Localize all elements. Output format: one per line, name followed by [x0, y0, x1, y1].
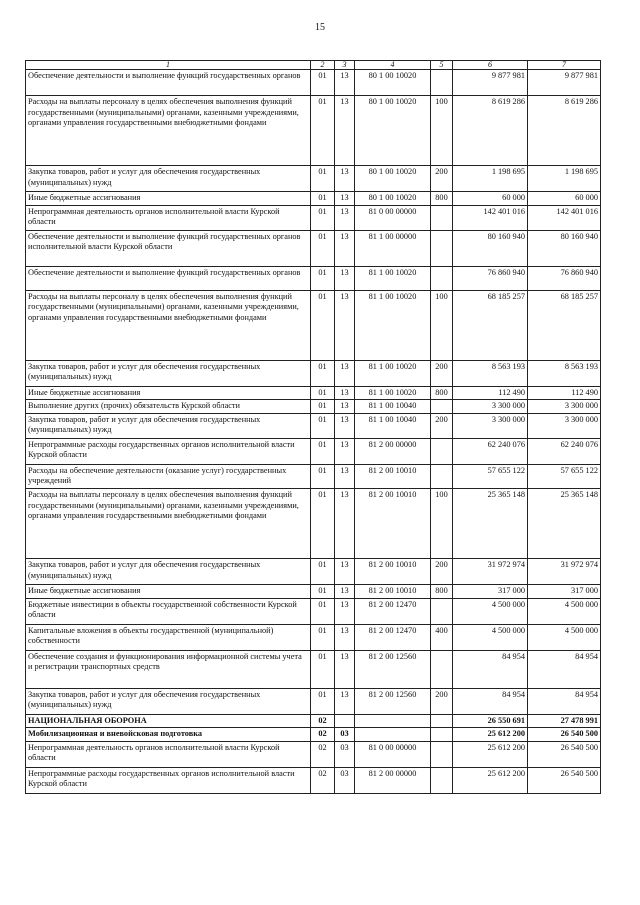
item-name: Непрограммная деятельность органов исполнительной власти Курской области	[26, 205, 311, 230]
target-article-code: 81 1 00 10040	[355, 413, 431, 438]
subsection-code: 03	[335, 741, 355, 767]
amount-year-1: 62 240 076	[453, 438, 528, 464]
amount-year-1: 112 490	[453, 386, 528, 400]
section-code: 01	[311, 650, 335, 688]
amount-year-2: 76 860 940	[528, 266, 601, 290]
target-article-code: 81 2 00 10010	[355, 558, 431, 584]
table-row	[26, 96, 601, 166]
amount-year-2: 25 365 148	[528, 488, 601, 558]
amount-year-2: 8 563 193	[528, 360, 601, 386]
header-cell: 4	[355, 61, 431, 70]
table-row	[26, 166, 601, 192]
expense-type-code: 200	[431, 166, 453, 192]
amount-year-2: 8 619 286	[528, 96, 601, 166]
target-article-code: 81 1 00 10020	[355, 386, 431, 400]
target-article-code: 80 1 00 10020	[355, 192, 431, 206]
table-row	[26, 360, 601, 386]
header-cell: 5	[431, 61, 453, 70]
amount-year-2: 84 954	[528, 650, 601, 688]
subsection-code: 13	[335, 650, 355, 688]
amount-year-1: 80 160 940	[453, 230, 528, 266]
section-code: 01	[311, 400, 335, 414]
amount-year-2: 4 500 000	[528, 624, 601, 650]
item-name: Иные бюджетные ассигнования	[26, 386, 311, 400]
table-row	[26, 728, 601, 742]
section-code: 01	[311, 598, 335, 624]
amount-year-2: 57 655 122	[528, 464, 601, 488]
expense-type-code	[431, 598, 453, 624]
target-article-code	[355, 728, 431, 742]
section-code: 01	[311, 205, 335, 230]
section-code: 01	[311, 438, 335, 464]
target-article-code: 81 1 00 10020	[355, 360, 431, 386]
amount-year-1: 8 563 193	[453, 360, 528, 386]
amount-year-1: 25 612 200	[453, 741, 528, 767]
amount-year-2: 142 401 016	[528, 205, 601, 230]
item-name: Закупка товаров, работ и услуг для обеспечения государственных (муниципальных) нужд	[26, 413, 311, 438]
section-code: 01	[311, 464, 335, 488]
table-row	[26, 438, 601, 464]
item-name: Расходы на выплаты персоналу в целях обеспечения выполнения функций государственными (муниципальными) органами, казенными учреждениями, органами управления государственными внебюджетными фондами	[26, 488, 311, 558]
item-name: Закупка товаров, работ и услуг для обеспечения государственных (муниципальных) нужд	[26, 360, 311, 386]
amount-year-2: 9 877 981	[528, 70, 601, 96]
target-article-code: 81 1 00 10020	[355, 290, 431, 360]
section-code: 01	[311, 624, 335, 650]
subsection-code: 13	[335, 688, 355, 714]
amount-year-1: 4 500 000	[453, 598, 528, 624]
amount-year-1: 60 000	[453, 192, 528, 206]
target-article-code: 81 1 00 10040	[355, 400, 431, 414]
table-row	[26, 192, 601, 206]
table-row	[26, 584, 601, 598]
amount-year-1: 317 000	[453, 584, 528, 598]
expense-type-code	[431, 205, 453, 230]
section-code: 01	[311, 488, 335, 558]
amount-year-1: 142 401 016	[453, 205, 528, 230]
subsection-code: 13	[335, 192, 355, 206]
subsection-code: 13	[335, 360, 355, 386]
amount-year-1: 3 300 000	[453, 413, 528, 438]
target-article-code: 81 2 00 10010	[355, 488, 431, 558]
amount-year-2: 84 954	[528, 688, 601, 714]
item-name: Иные бюджетные ассигнования	[26, 192, 311, 206]
table-row	[26, 714, 601, 728]
item-name: Капитальные вложения в объекты государственной (муниципальной) собственности	[26, 624, 311, 650]
expense-type-code: 800	[431, 192, 453, 206]
subsection-code: 13	[335, 205, 355, 230]
item-name: Обеспечение деятельности и выполнение функций государственных органов	[26, 266, 311, 290]
section-code: 02	[311, 741, 335, 767]
amount-year-2: 26 540 500	[528, 741, 601, 767]
amount-year-1: 31 972 974	[453, 558, 528, 584]
target-article-code: 81 0 00 00000	[355, 741, 431, 767]
amount-year-2: 27 478 991	[528, 714, 601, 728]
section-code: 01	[311, 192, 335, 206]
item-name: Обеспечение деятельности и выполнение функций государственных органов	[26, 70, 311, 96]
amount-year-2: 4 500 000	[528, 598, 601, 624]
subsection-code: 13	[335, 96, 355, 166]
section-code: 01	[311, 558, 335, 584]
expense-type-code	[431, 70, 453, 96]
item-name: Иные бюджетные ассигнования	[26, 584, 311, 598]
expense-type-code: 100	[431, 488, 453, 558]
amount-year-1: 68 185 257	[453, 290, 528, 360]
header-row	[26, 61, 601, 70]
item-name: Закупка товаров, работ и услуг для обеспечения государственных (муниципальных) нужд	[26, 166, 311, 192]
expense-type-code	[431, 400, 453, 414]
amount-year-1: 8 619 286	[453, 96, 528, 166]
section-code: 01	[311, 584, 335, 598]
amount-year-2: 3 300 000	[528, 413, 601, 438]
table-row	[26, 624, 601, 650]
target-article-code: 80 1 00 10020	[355, 70, 431, 96]
header-cell: 7	[528, 61, 601, 70]
section-code: 01	[311, 360, 335, 386]
item-name: Непрограммные расходы государственных органов исполнительной власти Курской области	[26, 767, 311, 793]
amount-year-2: 60 000	[528, 192, 601, 206]
item-name: Выполнение других (прочих) обязательств Курской области	[26, 400, 311, 414]
subsection-code: 13	[335, 70, 355, 96]
header-cell: 1	[26, 61, 311, 70]
table-row	[26, 413, 601, 438]
target-article-code: 80 1 00 10020	[355, 166, 431, 192]
amount-year-1: 9 877 981	[453, 70, 528, 96]
amount-year-1: 84 954	[453, 650, 528, 688]
section-code: 01	[311, 290, 335, 360]
amount-year-2: 112 490	[528, 386, 601, 400]
subsection-code: 03	[335, 767, 355, 793]
expense-type-code: 200	[431, 688, 453, 714]
amount-year-1: 3 300 000	[453, 400, 528, 414]
header-cell: 2	[311, 61, 335, 70]
table-row	[26, 598, 601, 624]
amount-year-2: 68 185 257	[528, 290, 601, 360]
target-article-code	[355, 714, 431, 728]
subsection-code: 13	[335, 624, 355, 650]
budget-table	[25, 60, 601, 794]
subsection-code	[335, 714, 355, 728]
target-article-code: 81 1 00 10020	[355, 266, 431, 290]
header-cell: 6	[453, 61, 528, 70]
item-name: Мобилизационная и вневойсковая подготовка	[26, 728, 311, 742]
target-article-code: 80 1 00 10020	[355, 96, 431, 166]
subsection-code: 13	[335, 386, 355, 400]
subsection-code: 13	[335, 230, 355, 266]
amount-year-2: 317 000	[528, 584, 601, 598]
subsection-code: 13	[335, 584, 355, 598]
expense-type-code: 400	[431, 624, 453, 650]
page-number: 15	[315, 22, 325, 33]
subsection-code: 13	[335, 166, 355, 192]
item-name: Расходы на выплаты персоналу в целях обеспечения выполнения функций государственными (муниципальными) органами, казенными учреждениями, органами управления государственными внебюджетными фондами	[26, 290, 311, 360]
table-row	[26, 400, 601, 414]
expense-type-code	[431, 266, 453, 290]
subsection-code: 13	[335, 438, 355, 464]
section-code: 02	[311, 728, 335, 742]
amount-year-2: 26 540 500	[528, 728, 601, 742]
item-name: Расходы на обеспечение деятельности (оказание услуг) государственных учреждений	[26, 464, 311, 488]
amount-year-1: 25 612 200	[453, 728, 528, 742]
expense-type-code	[431, 650, 453, 688]
section-code: 01	[311, 70, 335, 96]
subsection-code: 13	[335, 290, 355, 360]
item-name: Закупка товаров, работ и услуг для обеспечения государственных (муниципальных) нужд	[26, 558, 311, 584]
amount-year-2: 80 160 940	[528, 230, 601, 266]
amount-year-1: 26 550 691	[453, 714, 528, 728]
expense-type-code	[431, 714, 453, 728]
amount-year-1: 57 655 122	[453, 464, 528, 488]
amount-year-2: 1 198 695	[528, 166, 601, 192]
target-article-code: 81 2 00 10010	[355, 464, 431, 488]
table-row	[26, 767, 601, 793]
subsection-code: 13	[335, 488, 355, 558]
amount-year-1: 25 365 148	[453, 488, 528, 558]
subsection-code: 03	[335, 728, 355, 742]
table-row	[26, 70, 601, 96]
section-code: 02	[311, 767, 335, 793]
amount-year-1: 84 954	[453, 688, 528, 714]
amount-year-2: 3 300 000	[528, 400, 601, 414]
section-code: 01	[311, 413, 335, 438]
expense-type-code: 200	[431, 558, 453, 584]
subsection-code: 13	[335, 464, 355, 488]
table-row	[26, 266, 601, 290]
target-article-code: 81 2 00 12470	[355, 624, 431, 650]
table-row	[26, 650, 601, 688]
table-row	[26, 386, 601, 400]
table-row	[26, 205, 601, 230]
target-article-code: 81 0 00 00000	[355, 205, 431, 230]
subsection-code: 13	[335, 266, 355, 290]
expense-type-code	[431, 438, 453, 464]
table-row	[26, 290, 601, 360]
section-code: 01	[311, 386, 335, 400]
target-article-code: 81 1 00 00000	[355, 230, 431, 266]
amount-year-1: 4 500 000	[453, 624, 528, 650]
target-article-code: 81 2 00 12560	[355, 688, 431, 714]
expense-type-code	[431, 767, 453, 793]
header-cell: 3	[335, 61, 355, 70]
expense-type-code	[431, 741, 453, 767]
expense-type-code: 200	[431, 413, 453, 438]
item-name: Закупка товаров, работ и услуг для обеспечения государственных (муниципальных) нужд	[26, 688, 311, 714]
table-row	[26, 464, 601, 488]
subsection-code: 13	[335, 598, 355, 624]
expense-type-code	[431, 464, 453, 488]
item-name: Расходы на выплаты персоналу в целях обеспечения выполнения функций государственными (муниципальными) органами, казенными учреждениями, органами управления государственными внебюджетными фондами	[26, 96, 311, 166]
expense-type-code	[431, 230, 453, 266]
item-name: Обеспечение деятельности и выполнение функций государственных органов исполнительной власти Курской области	[26, 230, 311, 266]
subsection-code: 13	[335, 400, 355, 414]
section-code: 01	[311, 166, 335, 192]
expense-type-code: 800	[431, 386, 453, 400]
table-row	[26, 488, 601, 558]
section-code: 01	[311, 230, 335, 266]
amount-year-1: 25 612 200	[453, 767, 528, 793]
target-article-code: 81 2 00 12470	[355, 598, 431, 624]
expense-type-code: 100	[431, 96, 453, 166]
amount-year-2: 26 540 500	[528, 767, 601, 793]
section-code: 01	[311, 96, 335, 166]
target-article-code: 81 2 00 12560	[355, 650, 431, 688]
table-row	[26, 230, 601, 266]
subsection-code: 13	[335, 413, 355, 438]
table-row	[26, 558, 601, 584]
item-name: Обеспечение создания и функционирования информационной системы учета и регистрации транспортных средств	[26, 650, 311, 688]
target-article-code: 81 2 00 10010	[355, 584, 431, 598]
expense-type-code: 100	[431, 290, 453, 360]
amount-year-1: 76 860 940	[453, 266, 528, 290]
item-name: Непрограммные расходы государственных органов исполнительной власти Курской области	[26, 438, 311, 464]
target-article-code: 81 2 00 00000	[355, 438, 431, 464]
subsection-code: 13	[335, 558, 355, 584]
expense-type-code: 800	[431, 584, 453, 598]
item-name: Непрограммная деятельность органов исполнительной власти Курской области	[26, 741, 311, 767]
section-code: 02	[311, 714, 335, 728]
item-name: НАЦИОНАЛЬНАЯ ОБОРОНА	[26, 714, 311, 728]
expense-type-code: 200	[431, 360, 453, 386]
table-row	[26, 741, 601, 767]
table-row	[26, 688, 601, 714]
amount-year-2: 62 240 076	[528, 438, 601, 464]
expense-type-code	[431, 728, 453, 742]
section-code: 01	[311, 266, 335, 290]
target-article-code: 81 2 00 00000	[355, 767, 431, 793]
item-name: Бюджетные инвестиции в объекты государственной собственности Курской области	[26, 598, 311, 624]
amount-year-2: 31 972 974	[528, 558, 601, 584]
section-code: 01	[311, 688, 335, 714]
amount-year-1: 1 198 695	[453, 166, 528, 192]
